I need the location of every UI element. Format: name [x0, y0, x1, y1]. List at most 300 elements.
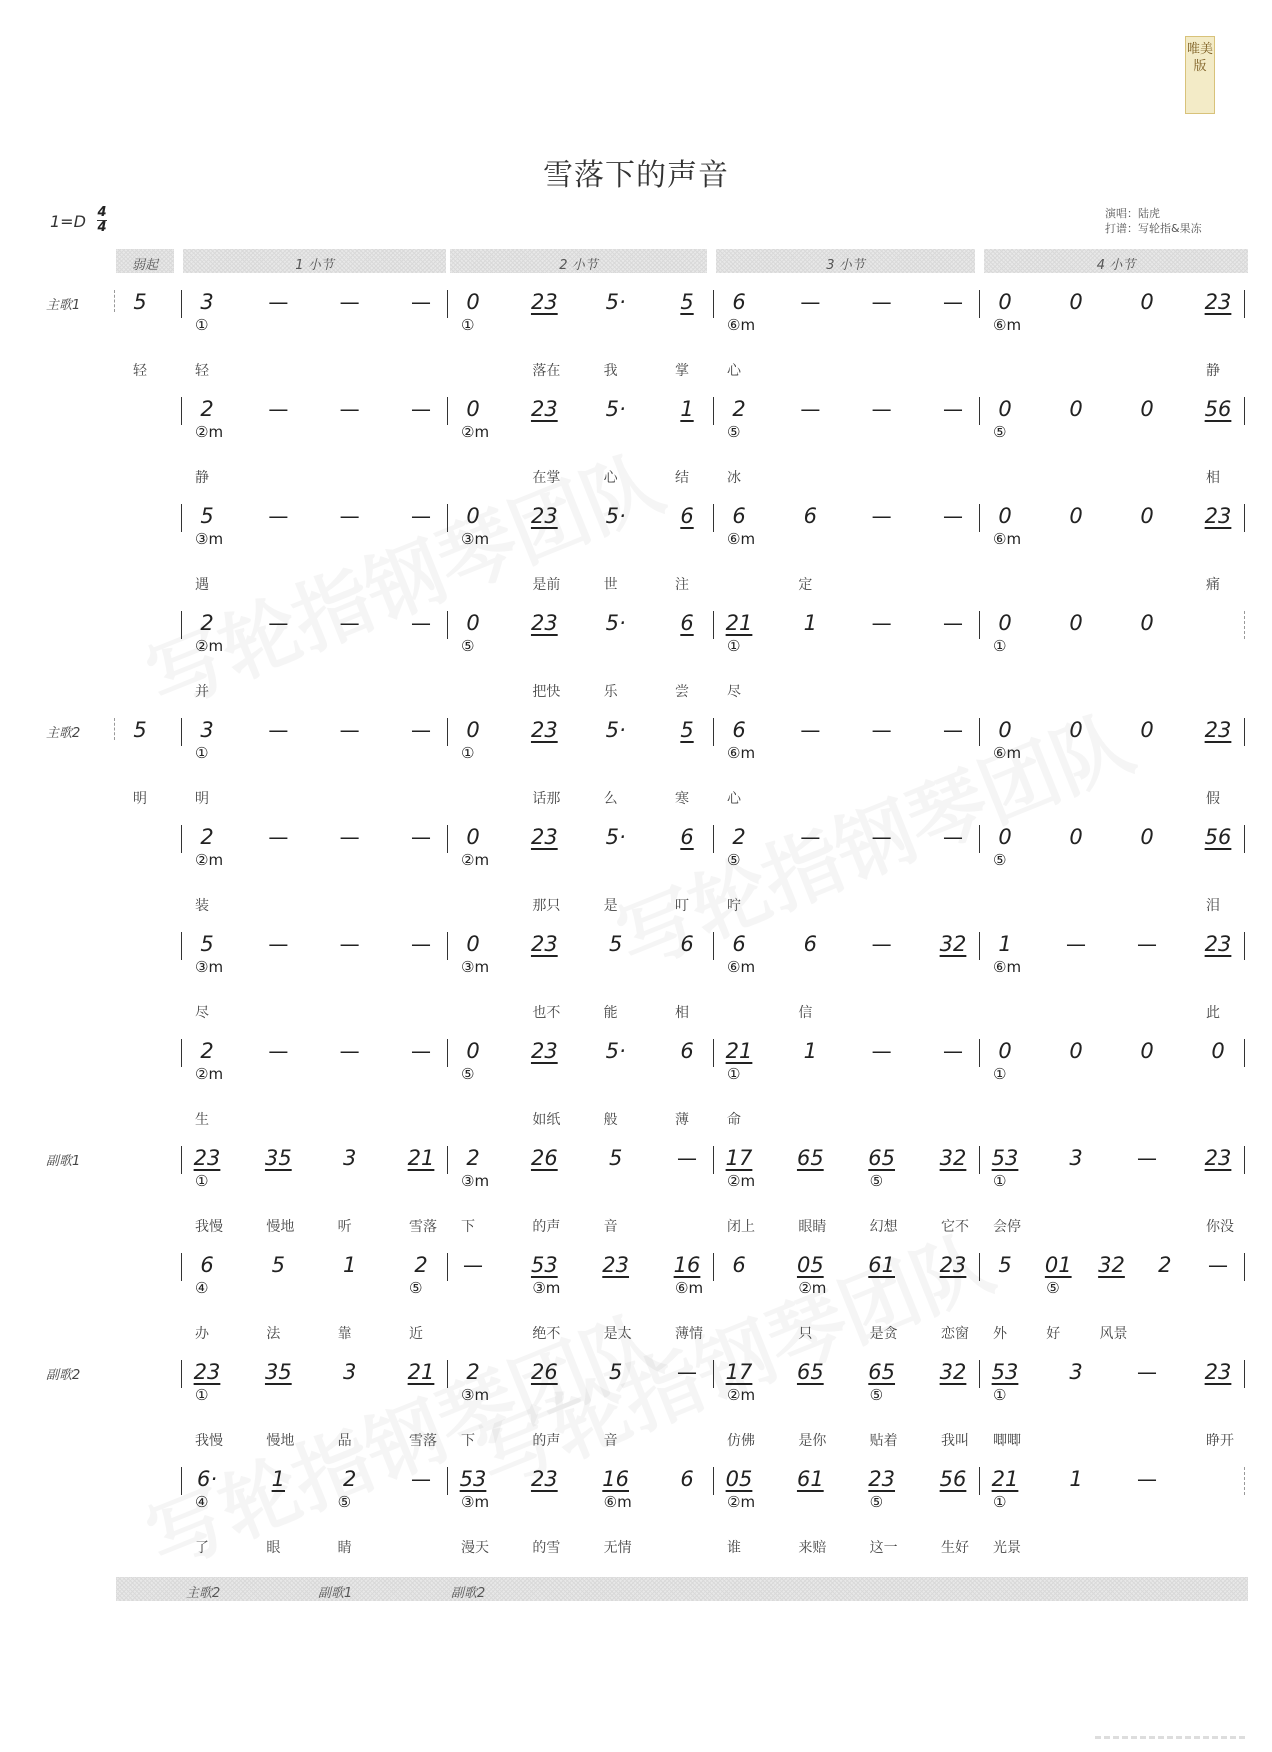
note: 5: [200, 932, 214, 956]
note-cell: [1112, 1146, 1182, 1170]
lyric: 是你: [798, 1433, 827, 1449]
chord-symbol: ⑤: [461, 1065, 475, 1083]
sustain-dash: —: [268, 290, 289, 314]
note-cell: [438, 611, 508, 635]
note-cell: [243, 1146, 313, 1170]
note: 5: [271, 1253, 286, 1277]
note-cell: [172, 1039, 242, 1063]
note-cell: [581, 1467, 651, 1491]
note: 5: [998, 1253, 1012, 1277]
note: 0: [1140, 825, 1154, 849]
note-cell: [315, 504, 385, 528]
note-cell: [438, 504, 508, 528]
lyric: 只: [798, 1326, 813, 1342]
lyric: 装: [195, 898, 209, 914]
sustain-dash: —: [871, 504, 892, 528]
note-cell: [581, 825, 651, 849]
chord-symbol: ②m: [727, 1172, 756, 1190]
note-cell: [243, 611, 313, 635]
note-cell: [847, 1253, 917, 1277]
chord-symbol: ①: [993, 1386, 1007, 1404]
lyric: 漫天: [461, 1540, 489, 1556]
note: 65: [868, 1360, 896, 1384]
note: 0: [1069, 825, 1083, 849]
note-cell: [438, 1467, 508, 1491]
note: 2: [732, 825, 746, 849]
lyric: 轻: [133, 363, 147, 379]
key-signature: 1=D: [50, 212, 86, 231]
lyric: 假: [1206, 791, 1220, 807]
lyric: 静: [195, 470, 209, 486]
lyric: 慢地: [266, 1433, 295, 1449]
note: 3: [342, 1146, 357, 1170]
note-cell: [704, 718, 774, 742]
lyric: 尽: [727, 684, 741, 700]
lyric: 遇: [195, 577, 209, 593]
sustain-dash: —: [1137, 1360, 1157, 1384]
header-bar-label: 2 小节: [559, 258, 598, 273]
chord-symbol: ⑥m: [727, 530, 756, 548]
lyric: 此: [1206, 1005, 1220, 1021]
note-cell: [704, 825, 774, 849]
header-bar-cell: [183, 249, 446, 273]
sustain-dash: —: [1137, 932, 1157, 956]
note-cell: [581, 718, 651, 742]
note-cell: [509, 1360, 579, 1384]
note-cell: [970, 290, 1040, 314]
note-cell: [775, 1146, 845, 1170]
sustain-dash: —: [943, 718, 963, 742]
note: 0: [466, 504, 480, 528]
note-cell: [704, 1467, 774, 1491]
lyric: 雪落: [409, 1219, 437, 1235]
sustain-dash: —: [411, 504, 431, 528]
note-cell: [438, 932, 508, 956]
note-cell: [315, 397, 385, 421]
lyric: 那只: [532, 898, 561, 914]
note: 23: [530, 504, 558, 528]
lyric: 无情: [603, 1540, 632, 1556]
note: 6: [200, 1253, 214, 1277]
sustain-dash: —: [871, 611, 892, 635]
note-cell: [509, 504, 579, 528]
chord-symbol: ①: [461, 744, 475, 762]
note-cell: [243, 504, 313, 528]
sustain-dash: —: [943, 290, 963, 314]
sustain-dash: —: [339, 397, 360, 421]
note-cell: [704, 1146, 774, 1170]
note-cell: [581, 1146, 651, 1170]
note: 3: [1069, 1146, 1083, 1170]
note-cell: [970, 504, 1040, 528]
chord-symbol: ①: [195, 316, 209, 334]
lyric: 了: [195, 1540, 209, 1556]
chord-symbol: ②m: [195, 1065, 224, 1083]
chord-symbol: ②m: [195, 851, 224, 869]
note: 26: [530, 1360, 558, 1384]
lyric: 并: [195, 684, 209, 700]
sustain-dash: —: [411, 611, 431, 635]
note-cell: [847, 932, 917, 956]
chord-symbol: ①: [993, 637, 1007, 655]
note-cell: [581, 290, 651, 314]
note-cell: [775, 1039, 845, 1063]
edition-stamp: 唯美版: [1185, 36, 1215, 114]
note: 5·: [605, 825, 626, 849]
note-cell: [581, 1360, 651, 1384]
chord-symbol: ③m: [195, 958, 224, 976]
note-cell: [704, 290, 774, 314]
note: 21: [725, 611, 753, 635]
note-cell: [847, 290, 917, 314]
note-cell: [775, 932, 845, 956]
note: 23: [939, 1253, 967, 1277]
sustain-dash: —: [943, 1039, 963, 1063]
note-cell: [172, 397, 242, 421]
note-cell: [509, 1253, 579, 1277]
sustain-dash: —: [268, 1039, 289, 1063]
chord-symbol: ⑥m: [727, 744, 756, 762]
note-cell: [438, 718, 508, 742]
lyric: 信: [798, 1005, 813, 1021]
note-cell: [847, 397, 917, 421]
note-cell: [172, 1360, 242, 1384]
footer-bar-label: 主歌2: [186, 1586, 221, 1601]
note: 0: [1140, 397, 1154, 421]
lyric: 幻想: [869, 1219, 898, 1235]
lyric: 下: [461, 1219, 475, 1235]
chord-symbol: ③m: [461, 1172, 490, 1190]
header-bar-cell: [450, 249, 707, 273]
note: 21: [991, 1467, 1019, 1491]
note: 32: [1098, 1253, 1125, 1277]
note: 0: [998, 290, 1012, 314]
note-cell: [1183, 1360, 1253, 1384]
lyric: 泪: [1206, 898, 1220, 914]
note-cell: [509, 1467, 579, 1491]
note: 56: [1204, 397, 1232, 421]
footer-bar-label: 副歌2: [451, 1586, 486, 1601]
note: 01: [1044, 1253, 1072, 1277]
note-cell: [172, 1146, 242, 1170]
header-bar-label: 1 小节: [295, 258, 334, 273]
lyric: 心: [727, 363, 741, 379]
chord-symbol: ②m: [195, 423, 224, 441]
note: 05: [796, 1253, 824, 1277]
lyric: 眼睛: [798, 1219, 827, 1235]
note: 2: [200, 611, 214, 635]
time-signature: [96, 206, 108, 235]
note-cell: [847, 718, 917, 742]
lyric: 尝: [675, 684, 689, 700]
note-cell: [243, 1467, 313, 1491]
note-cell: [970, 825, 1040, 849]
lyric: 寒: [675, 791, 689, 807]
note: 3: [200, 718, 214, 742]
chord-symbol: ⑤: [993, 423, 1007, 441]
lyric: 是前: [532, 577, 561, 593]
note: 6: [680, 611, 694, 635]
lyric: 办: [195, 1326, 209, 1342]
note: 6: [680, 825, 694, 849]
lyric: 是太: [603, 1326, 632, 1342]
note: 2: [732, 397, 746, 421]
lyric: 落在: [532, 363, 561, 379]
chord-symbol: ①: [727, 637, 741, 655]
note: 2: [414, 1253, 428, 1277]
note: 23: [530, 290, 558, 314]
lyric: 命: [727, 1112, 741, 1128]
sustain-dash: —: [411, 932, 431, 956]
header-bar-label: 弱起: [131, 258, 159, 273]
sustain-dash: —: [800, 718, 821, 742]
lyric: 靠: [337, 1326, 352, 1342]
note-cell: [243, 1253, 313, 1277]
note: 35: [264, 1360, 292, 1384]
lyric: 风景: [1099, 1326, 1128, 1342]
note-cell: [970, 1039, 1040, 1063]
sustain-dash: —: [800, 290, 821, 314]
note-cell: [970, 1146, 1040, 1170]
chord-symbol: ⑤: [1046, 1279, 1060, 1297]
note: 0: [1069, 718, 1083, 742]
lyric: 么: [603, 791, 618, 807]
lyric: 品: [337, 1433, 352, 1449]
note-cell: [438, 1039, 508, 1063]
note: 56: [939, 1467, 967, 1491]
note-cell: [1112, 1039, 1182, 1063]
chord-symbol: ④: [195, 1493, 209, 1511]
credit-singer: 演唱：陆虎: [1105, 207, 1160, 220]
chord-symbol: ①: [195, 744, 209, 762]
chord-symbol: ②m: [727, 1386, 756, 1404]
chord-symbol: ②m: [461, 423, 490, 441]
note-cell: [1112, 1467, 1182, 1491]
lyric: 薄: [675, 1112, 689, 1128]
note: 2: [1158, 1253, 1172, 1277]
note-cell: [1183, 504, 1253, 528]
note-cell: [1183, 825, 1253, 849]
sustain-dash: —: [871, 932, 892, 956]
note: 0: [466, 397, 480, 421]
lyric: 法: [266, 1326, 281, 1342]
note-cell: [581, 1253, 651, 1277]
note: 32: [939, 1360, 967, 1384]
note: 61: [796, 1467, 824, 1491]
note-cell: [970, 718, 1040, 742]
note-cell: [315, 718, 385, 742]
note: 5·: [605, 611, 626, 635]
note-cell: [581, 611, 651, 635]
lyric: 尽: [195, 1005, 209, 1021]
sustain-dash: —: [463, 1253, 483, 1277]
sustain-dash: —: [268, 504, 289, 528]
note: 6: [680, 504, 694, 528]
note-cell: [704, 1039, 774, 1063]
header-bar-label: 4 小节: [1096, 258, 1136, 273]
note: 2: [466, 1360, 480, 1384]
lyric: 话那: [532, 791, 561, 807]
note: 5: [680, 718, 694, 742]
sustain-dash: —: [943, 825, 963, 849]
chord-symbol: ⑤: [993, 851, 1007, 869]
chord-symbol: ⑥m: [675, 1279, 704, 1297]
note: 5·: [605, 718, 626, 742]
chord-symbol: ①: [993, 1493, 1007, 1511]
note: 53: [459, 1467, 487, 1491]
sustain-dash: —: [943, 611, 963, 635]
note: 0: [1069, 1039, 1083, 1063]
note-cell: [1112, 611, 1182, 635]
sustain-dash: —: [411, 718, 431, 742]
note: 23: [530, 825, 558, 849]
note: 3: [342, 1360, 357, 1384]
note: 23: [602, 1253, 630, 1277]
note: 23: [1204, 1360, 1232, 1384]
lyric: 来赔: [798, 1540, 827, 1556]
note-cell: [243, 290, 313, 314]
note-cell: [243, 1360, 313, 1384]
note: 5·: [605, 290, 626, 314]
lyric: 在掌: [532, 470, 561, 486]
section-label: 副歌1: [46, 1154, 81, 1169]
sustain-dash: —: [339, 825, 360, 849]
note: 23: [530, 1467, 558, 1491]
note-cell: [438, 397, 508, 421]
note: 0: [1069, 611, 1083, 635]
note: 0: [998, 611, 1012, 635]
note-cell: [1041, 611, 1111, 635]
lyric: 的雪: [532, 1540, 561, 1556]
note-cell: [1041, 504, 1111, 528]
note: 53: [991, 1146, 1019, 1170]
note-cell: [1183, 290, 1253, 314]
note-cell: [704, 611, 774, 635]
sustain-dash: —: [268, 611, 289, 635]
pickup-note: [105, 290, 175, 314]
note: 6: [732, 290, 746, 314]
note-cell: [847, 1146, 917, 1170]
note: 23: [1204, 290, 1232, 314]
lyric: 把快: [532, 684, 561, 700]
sustain-dash: —: [943, 397, 963, 421]
lyric: 闭上: [727, 1219, 755, 1235]
lyric: 的声: [532, 1433, 561, 1449]
section-label: 主歌1: [46, 298, 81, 313]
lyric: 谁: [727, 1540, 741, 1556]
lyric: 会停: [993, 1219, 1021, 1235]
note-cell: [315, 611, 385, 635]
chord-symbol: ⑤: [727, 851, 741, 869]
lyric: 仿佛: [727, 1433, 755, 1449]
note-cell: [970, 611, 1040, 635]
chord-symbol: ⑥m: [727, 958, 756, 976]
chord-symbol: ⑤: [337, 1493, 352, 1511]
chord-symbol: ①: [461, 316, 475, 334]
chord-symbol: ①: [195, 1386, 209, 1404]
note-cell: [172, 1253, 242, 1277]
note-cell: [970, 1360, 1040, 1384]
lyric: 音: [603, 1433, 618, 1449]
note-cell: [1041, 1467, 1111, 1491]
chord-symbol: ①: [993, 1065, 1007, 1083]
footer-mark: [1095, 1736, 1245, 1739]
chord-symbol: ⑥m: [993, 958, 1022, 976]
note-cell: [1041, 1039, 1111, 1063]
note: 0: [998, 1039, 1012, 1063]
note: 0: [1140, 611, 1154, 635]
watermark: [459, 1202, 1007, 1510]
note: 5·: [605, 504, 626, 528]
note: 6: [680, 1039, 694, 1063]
note: 1: [803, 1039, 818, 1063]
note: 1: [680, 397, 694, 421]
note-cell: [1041, 932, 1111, 956]
note: 6: [803, 504, 818, 528]
note: 65: [796, 1146, 824, 1170]
note-cell: [315, 1146, 385, 1170]
note-cell: [243, 718, 313, 742]
lyric: 雪落: [409, 1433, 437, 1449]
note: 0: [466, 932, 480, 956]
chord-symbol: ⑥m: [603, 1493, 632, 1511]
note-cell: [847, 611, 917, 635]
note: 0: [998, 504, 1012, 528]
note-cell: [172, 932, 242, 956]
note: 0: [466, 1039, 480, 1063]
lyric: 生: [195, 1112, 209, 1128]
lyric: 静: [1206, 363, 1220, 379]
sustain-dash: —: [677, 1146, 697, 1170]
sustain-dash: —: [339, 718, 360, 742]
lyric: 音: [603, 1219, 618, 1235]
note-cell: [172, 718, 242, 742]
sustain-dash: —: [1137, 1146, 1157, 1170]
note-cell: [970, 397, 1040, 421]
sustain-dash: —: [800, 397, 821, 421]
lyric: 注: [675, 577, 689, 593]
note: 23: [530, 1039, 558, 1063]
chord-symbol: ⑤: [409, 1279, 423, 1297]
time-signature-bottom: 4: [97, 220, 107, 235]
chord-symbol: ①: [727, 1065, 741, 1083]
sustain-dash: —: [1208, 1253, 1228, 1277]
watermark: [129, 422, 677, 730]
note-cell: [970, 1467, 1040, 1491]
lyric: 好: [1046, 1326, 1061, 1342]
note: 23: [193, 1360, 221, 1384]
note: 17: [725, 1146, 753, 1170]
chord-symbol: ⑤: [461, 637, 475, 655]
chord-symbol: ⑥m: [993, 316, 1022, 334]
note: 26: [530, 1146, 558, 1170]
note-cell: [847, 1360, 917, 1384]
note: 6: [680, 1467, 694, 1491]
sustain-dash: —: [268, 397, 289, 421]
note: 0: [1140, 504, 1154, 528]
note-cell: [509, 290, 579, 314]
lyric: 能: [603, 1005, 618, 1021]
note-cell: [172, 290, 242, 314]
lyric: 睛: [337, 1540, 352, 1556]
note: 3: [200, 290, 214, 314]
note-cell: [1112, 718, 1182, 742]
note-cell: [1112, 290, 1182, 314]
note-cell: [581, 1039, 651, 1063]
lyric: 冰: [727, 470, 741, 486]
section-label: 主歌2: [46, 726, 81, 741]
note-cell: [704, 1360, 774, 1384]
